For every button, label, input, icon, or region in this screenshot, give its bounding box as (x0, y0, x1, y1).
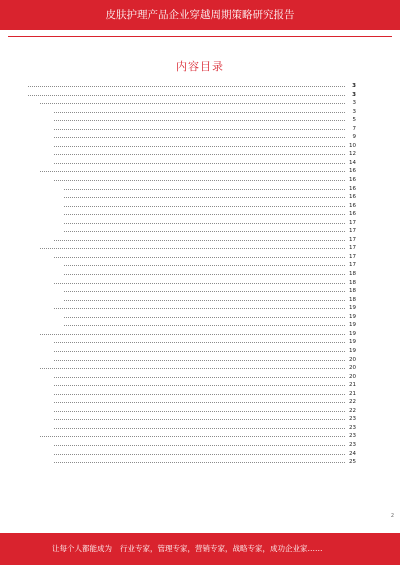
toc-entry-page: 16 (349, 185, 356, 192)
toc-entry[interactable] (26, 210, 356, 219)
toc-entry-page: 18 (349, 279, 356, 286)
toc-entry[interactable] (26, 432, 356, 441)
toc-entry[interactable] (26, 253, 356, 262)
toc-leader-dots (54, 128, 345, 130)
toc-entry-page: 17 (349, 236, 356, 243)
toc-entry-page: 14 (349, 159, 356, 166)
toc-leader-dots (40, 367, 345, 369)
toc-entry[interactable] (26, 296, 356, 305)
toc-entry-page: 16 (349, 202, 356, 209)
toc-entry-page: 3 (352, 108, 356, 115)
toc-leader-dots (54, 376, 345, 378)
toc-entry-page: 16 (349, 177, 356, 184)
toc-leader-dots (64, 213, 345, 215)
toc-entry-page: 21 (349, 382, 356, 389)
toc-leader-dots (64, 324, 345, 326)
toc-entry[interactable] (26, 270, 356, 279)
toc-leader-dots (54, 239, 345, 241)
toc-entry-page: 22 (349, 407, 356, 414)
toc-entry-page: 19 (349, 322, 356, 329)
toc-entry-page: 19 (349, 313, 356, 320)
toc-leader-dots (54, 350, 345, 352)
toc-entry-page: 17 (349, 253, 356, 260)
toc-leader-dots (64, 205, 345, 207)
report-title: 皮肤护理产品企业穿越周期策略研究报告 (105, 9, 295, 21)
toc-entry[interactable] (26, 219, 356, 228)
toc-leader-dots (54, 444, 345, 446)
toc-leader-dots (64, 299, 345, 301)
toc-entry[interactable] (26, 159, 356, 168)
toc-entry[interactable] (26, 287, 356, 296)
toc-leader-dots (64, 222, 345, 224)
toc-entry[interactable] (26, 373, 356, 382)
toc-leader-dots (64, 273, 345, 275)
toc-leader-dots (54, 179, 345, 181)
toc-entry-page: 18 (349, 271, 356, 278)
toc-entry-page: 20 (349, 373, 356, 380)
toc-entry[interactable] (26, 108, 356, 117)
toc-leader-dots (28, 94, 345, 96)
toc-entry-page: 17 (349, 228, 356, 235)
toc-entry-page: 18 (349, 288, 356, 295)
toc-entry-page: 20 (349, 365, 356, 372)
toc-list (26, 82, 356, 467)
toc-entry[interactable] (26, 236, 356, 245)
toc-entry-page: 10 (349, 142, 356, 149)
toc-entry[interactable] (26, 390, 356, 399)
toc-entry[interactable] (26, 441, 356, 450)
toc-entry[interactable] (26, 330, 356, 339)
toc-entry-page: 19 (349, 330, 356, 337)
toc-leader-dots (40, 333, 345, 335)
toc-leader-dots (40, 102, 345, 104)
toc-entry[interactable] (26, 193, 356, 202)
toc-leader-dots (54, 461, 345, 463)
toc-leader-dots (54, 111, 345, 113)
toc-entry[interactable] (26, 99, 356, 108)
page-number: 2 (390, 513, 394, 519)
toc-entry-page: 17 (349, 262, 356, 269)
toc-entry-page: 23 (349, 416, 356, 423)
toc-entry[interactable] (26, 398, 356, 407)
toc-entry-page: 23 (349, 424, 356, 431)
toc-leader-dots (54, 162, 345, 164)
toc-entry-page: 16 (349, 211, 356, 218)
toc-leader-dots (54, 453, 345, 455)
toc-entry[interactable] (26, 227, 356, 236)
toc-leader-dots (54, 145, 345, 147)
toc-leader-dots (54, 401, 345, 403)
toc-entry[interactable] (26, 261, 356, 270)
toc-entry-page: 12 (349, 151, 356, 158)
toc-entry-page: 16 (349, 194, 356, 201)
toc-leader-dots (64, 290, 345, 292)
toc-entry-page: 25 (349, 459, 356, 466)
toc-entry-page: 3 (352, 100, 356, 107)
toc-entry[interactable] (26, 381, 356, 390)
toc-entry[interactable] (26, 424, 356, 433)
toc-entry-page: 23 (349, 441, 356, 448)
toc-entry[interactable] (26, 244, 356, 253)
toc-entry-page: 17 (349, 219, 356, 226)
toc-leader-dots (28, 85, 345, 87)
toc-leader-dots (54, 418, 345, 420)
toc-entry[interactable] (26, 313, 356, 322)
toc-entry[interactable] (26, 407, 356, 416)
toc-heading: 内容目录 (176, 60, 224, 73)
toc-entry[interactable] (26, 338, 356, 347)
toc-leader-dots (64, 196, 345, 198)
toc-entry[interactable] (26, 415, 356, 424)
toc-entry[interactable] (26, 364, 356, 373)
toc-entry[interactable] (26, 321, 356, 330)
report-header (0, 0, 400, 30)
toc-entry-page: 23 (349, 433, 356, 440)
toc-leader-dots (40, 170, 345, 172)
toc-entry[interactable] (26, 304, 356, 313)
toc-entry-page: 22 (349, 399, 356, 406)
toc-entry[interactable] (26, 142, 356, 151)
toc-entry-page: 24 (349, 450, 356, 457)
toc-entry-page: 19 (349, 305, 356, 312)
toc-leader-dots (54, 393, 345, 395)
footer-slogan-right: 行业专家，管理专家，营销专家，战略专家，成功企业家…… (120, 544, 323, 553)
toc-leader-dots (54, 427, 345, 429)
toc-entry-page: 9 (352, 134, 356, 141)
toc-leader-dots (54, 282, 345, 284)
toc-entry[interactable] (26, 458, 356, 467)
toc-entry-page: 19 (349, 347, 356, 354)
toc-entry[interactable] (26, 347, 356, 356)
toc-entry[interactable] (26, 185, 356, 194)
toc-leader-dots (54, 384, 345, 386)
toc-leader-dots (64, 230, 345, 232)
toc-entry-page: 7 (352, 125, 356, 132)
toc-leader-dots (54, 153, 345, 155)
toc-entry[interactable] (26, 91, 356, 100)
toc-entry-page: 5 (352, 117, 356, 124)
toc-leader-dots (54, 256, 345, 258)
toc-entry[interactable] (26, 202, 356, 211)
toc-leader-dots (54, 341, 345, 343)
toc-leader-dots (54, 307, 345, 309)
toc-leader-dots (64, 188, 345, 190)
toc-entry[interactable] (26, 176, 356, 185)
header-rule (8, 36, 392, 37)
report-footer (0, 533, 400, 565)
toc-leader-dots (40, 247, 345, 249)
toc-leader-dots (64, 316, 345, 318)
toc-entry[interactable] (26, 82, 356, 91)
toc-entry-page: 17 (349, 245, 356, 252)
toc-entry[interactable] (26, 116, 356, 125)
toc-leader-dots (54, 359, 345, 361)
toc-entry[interactable] (26, 279, 356, 288)
toc-leader-dots (64, 264, 345, 266)
toc-entry-page: 3 (352, 83, 356, 89)
toc-leader-dots (54, 119, 345, 121)
toc-entry-page: 3 (352, 91, 356, 98)
toc-entry[interactable] (26, 133, 356, 142)
toc-entry-page: 21 (349, 390, 356, 397)
toc-entry-page: 16 (349, 168, 356, 175)
toc-leader-dots (54, 136, 345, 138)
toc-entry[interactable] (26, 450, 356, 459)
toc-entry[interactable] (26, 167, 356, 176)
toc-entry-page: 19 (349, 339, 356, 346)
toc-leader-dots (54, 410, 345, 412)
toc-entry[interactable] (26, 150, 356, 159)
toc-leader-dots (40, 435, 345, 437)
toc-entry-page: 20 (349, 356, 356, 363)
toc-entry[interactable] (26, 356, 356, 365)
toc-entry-page: 18 (349, 296, 356, 303)
footer-slogan-left: 让每个人都能成为 (52, 544, 112, 553)
toc-entry[interactable] (26, 125, 356, 134)
